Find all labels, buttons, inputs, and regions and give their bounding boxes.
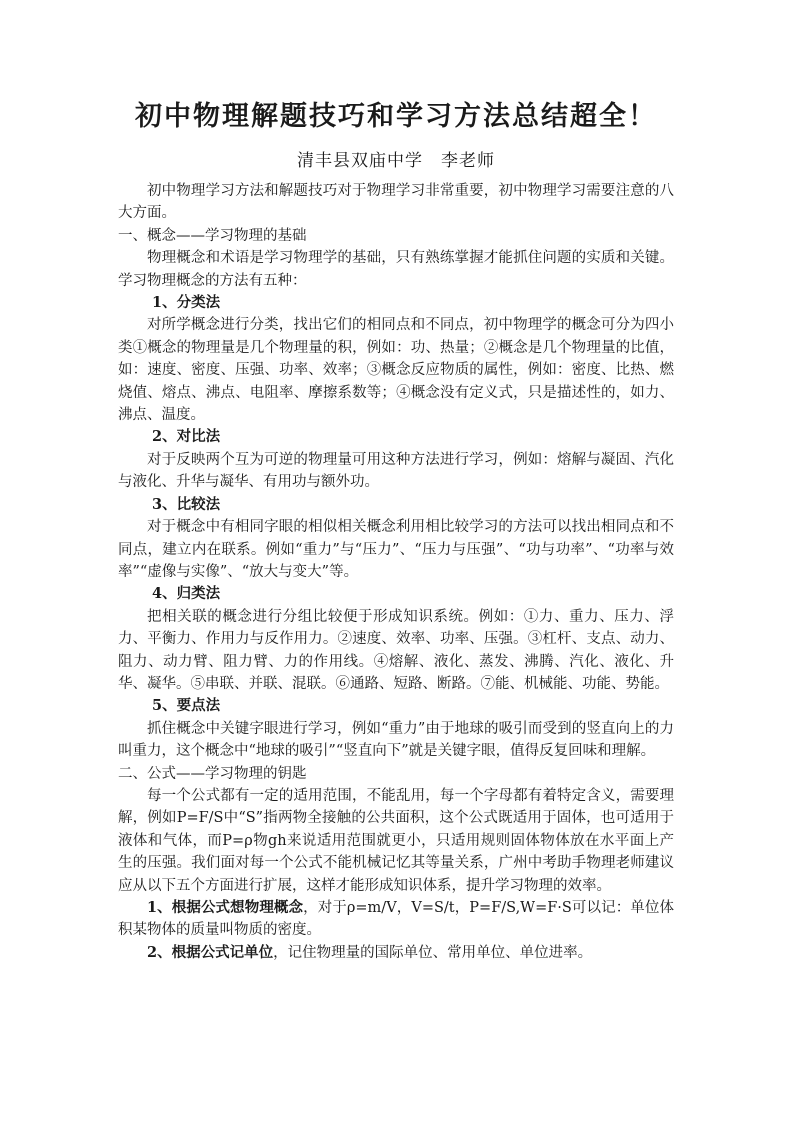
formula-item-1-title: 1、根据公式想物理概念 <box>147 899 304 916</box>
method-grouping-text: 把相关联的概念进行分组比较便于形成知识系统。例如：①力、重力、压力、浮力、平衡力、作用力与反作用力。②速度、效率、功率、压强。③杠杆、支点、动力、阻力、动力臂、阻力臂、力的作用线。④熔解、液化、蒸发、沸腾、汽化、液化、升华、凝华。⑤串联、并联、混联。⑥通路、短路、断路。⑦能、机械能、功能、势能。 <box>118 608 674 692</box>
section-heading-formulas: 二、公式——学习物理的钥匙 <box>118 765 307 782</box>
formula-item-2-text: ，记住物理量的国际单位、常用单位、单位进率。 <box>273 944 593 961</box>
method-grouping-title: 4、归类法 <box>152 585 221 603</box>
method-comparison-text: 对于概念中有相同字眼的相似相关概念利用相比较学习的方法可以找出相同点和不同点，建立内在联系。例如“重力”与“压力”、“压力与压强”、“功与功率”、“功率与效率”“虚像与实像”、“放大与变大”等。 <box>118 519 674 580</box>
page-title: 初中物理解题技巧和学习方法总结超全！ <box>135 101 657 132</box>
method-contrast-text: 对于反映两个互为可逆的物理量可用这种方法进行学习，例如：熔解与凝固、汽化与液化、升华与凝华、有用功与额外功。 <box>118 451 674 491</box>
method-classification-text: 对所学概念进行分类，找出它们的相同点和不同点，初中物理学的概念可分为四小类①概念的物理量是几个物理量的积，例如：功、热量；②概念是几个物理量的比值，如：速度、密度、压强、功率、效率；③概念反应物质的属性，例如：密度、比热、燃烧值、熔点、沸点、电阻率、摩擦系数等；④概念没有定义式，只是描述性的，如力、沸点、温度。 <box>118 317 674 424</box>
author-line: 清丰县双庙中学 李老师 <box>297 151 495 171</box>
formula-item-1 <box>118 897 674 942</box>
intro-paragraph: 初中物理学习方法和解题技巧对于物理学习非常重要，初中物理学习需要注意的八大方面。 <box>118 183 674 222</box>
section-heading-concepts: 一、概念——学习物理的基础 <box>118 227 307 244</box>
method-comparison-title: 3、比较法 <box>152 495 221 513</box>
method-classification-title: 1、分类法 <box>152 294 221 312</box>
method-keypoint-text: 抓住概念中关键字眼进行学习，例如“重力”由于地球的吸引而受到的竖直向上的力叫重力，这个概念中“地球的吸引”“竖直向下”就是关键字眼，值得反复回味和理解。 <box>118 720 674 760</box>
method-contrast-title: 2、对比法 <box>152 428 221 446</box>
formula-item-1-text: ，对于ρ=m/V，V=S/t，P=F/S,W=F·S可以记：单位体积某物体的质量叫物质的密度。 <box>118 900 674 939</box>
formula-item-2 <box>118 942 674 964</box>
formula-item-2-title: 2、根据公式记单位 <box>147 943 274 961</box>
formulas-intro-paragraph: 每一个公式都有一定的适用范围，不能乱用，每一个字母都有着特定含义，需要理解，例如P=F/S中“S”指两物全接触的公共面积，这个公式既适用于固体，也可适用于液体和气体，而P=ρ物gh来说适用范围就更小，只适用规则固体物体放在水平面上产生的压强。我们面对每一个公式不能机械记忆其等量关系，广州中考助手物理老师建议应从以下五个方面进行扩展，这样才能形成知识体系，提升学习物理的效率。 <box>118 787 674 894</box>
method-keypoint-title: 5、要点法 <box>152 697 221 715</box>
concepts-intro-paragraph: 物理概念和术语是学习物理学的基础，只有熟练掌握才能抓住问题的实质和关键。学习物理概念的方法有五种： <box>118 250 674 289</box>
article-body <box>118 180 674 964</box>
